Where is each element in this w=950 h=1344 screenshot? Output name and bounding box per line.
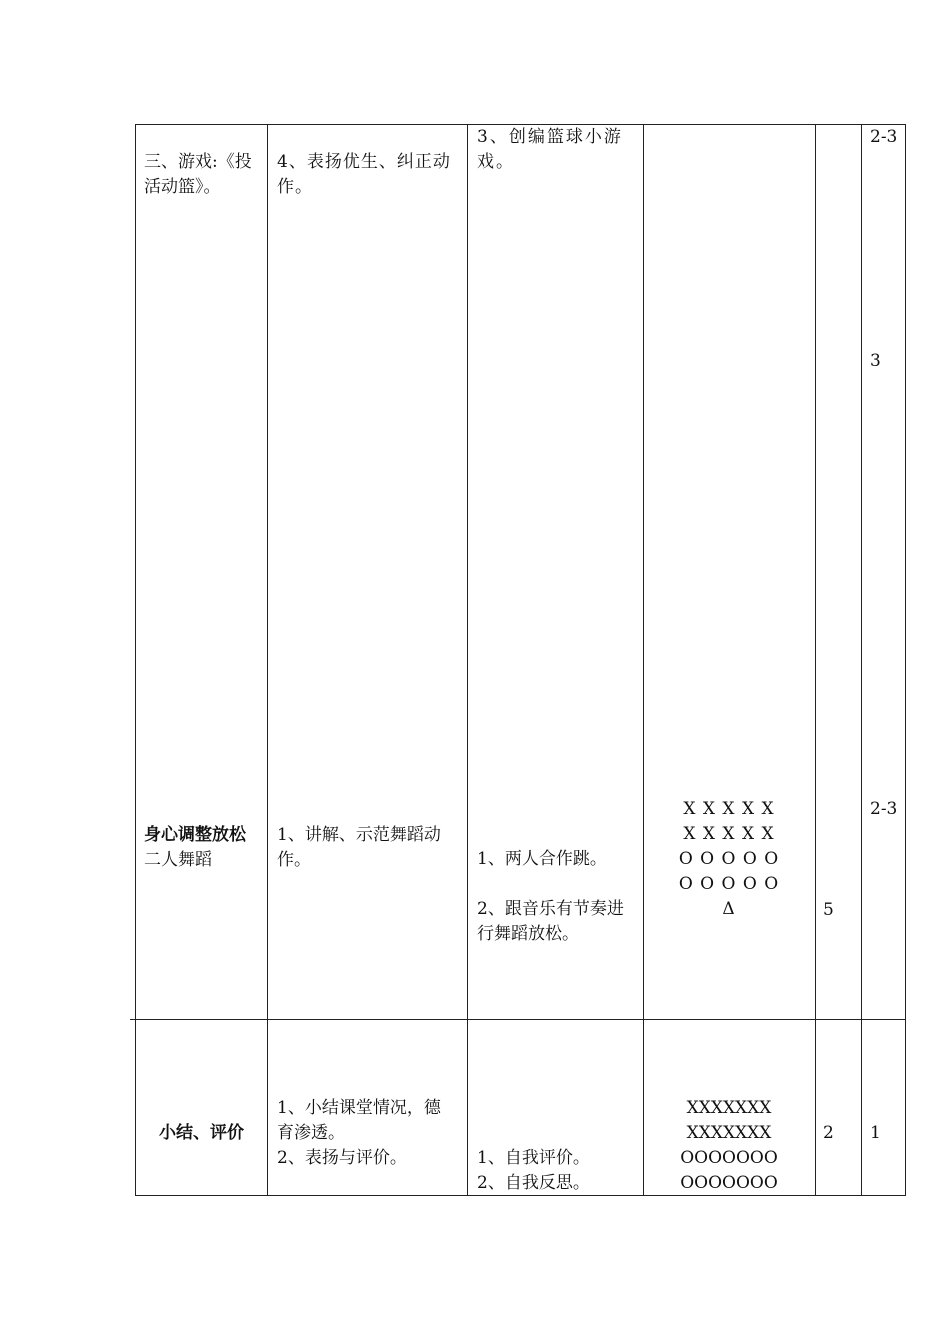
section-summary-title: 小结、评价 <box>159 1123 244 1143</box>
time-value: 2 <box>823 1123 834 1143</box>
intensity-value: 2-3 <box>870 799 898 819</box>
column-border <box>861 124 862 1196</box>
column-border <box>815 124 816 1196</box>
teacher-activity: 4、表扬优生、纠正动 作。 <box>277 152 451 197</box>
column-border <box>135 124 136 1196</box>
row-divider <box>130 1019 905 1020</box>
formation-diagram: X X X X X X X X X X O O O O O O O O O O Δ <box>678 799 780 919</box>
teacher-activity: 1、小结课堂情况，德 育渗透。 2、表扬与评价。 <box>277 1098 441 1168</box>
column-border <box>643 124 644 1196</box>
student-activity: 3、创编篮球小游 戏。 <box>477 127 623 172</box>
column-border <box>467 124 468 1196</box>
section-relaxation-title: 身心调整放松 <box>144 825 246 845</box>
intensity-value: 2-3 <box>870 127 898 147</box>
column-border <box>267 124 268 1196</box>
student-activity: 1、两人合作跳。 2、跟音乐有节奏进 行舞蹈放松。 <box>477 849 624 944</box>
intensity-value: 1 <box>870 1123 881 1143</box>
teacher-activity: 1、讲解、示范舞蹈动 作。 <box>277 825 441 870</box>
intensity-value: 3 <box>870 351 881 371</box>
student-activity: 1、自我评价。 2、自我反思。 <box>477 1148 590 1193</box>
column-border <box>905 124 906 1196</box>
section-game: 三、游戏:《投 活动篮》。 <box>144 152 252 197</box>
section-relaxation-sub: 二人舞蹈 <box>144 850 212 870</box>
formation-diagram: XXXXXXX XXXXXXX OOOOOOO OOOOOOO <box>680 1098 778 1193</box>
time-value: 5 <box>823 900 834 920</box>
